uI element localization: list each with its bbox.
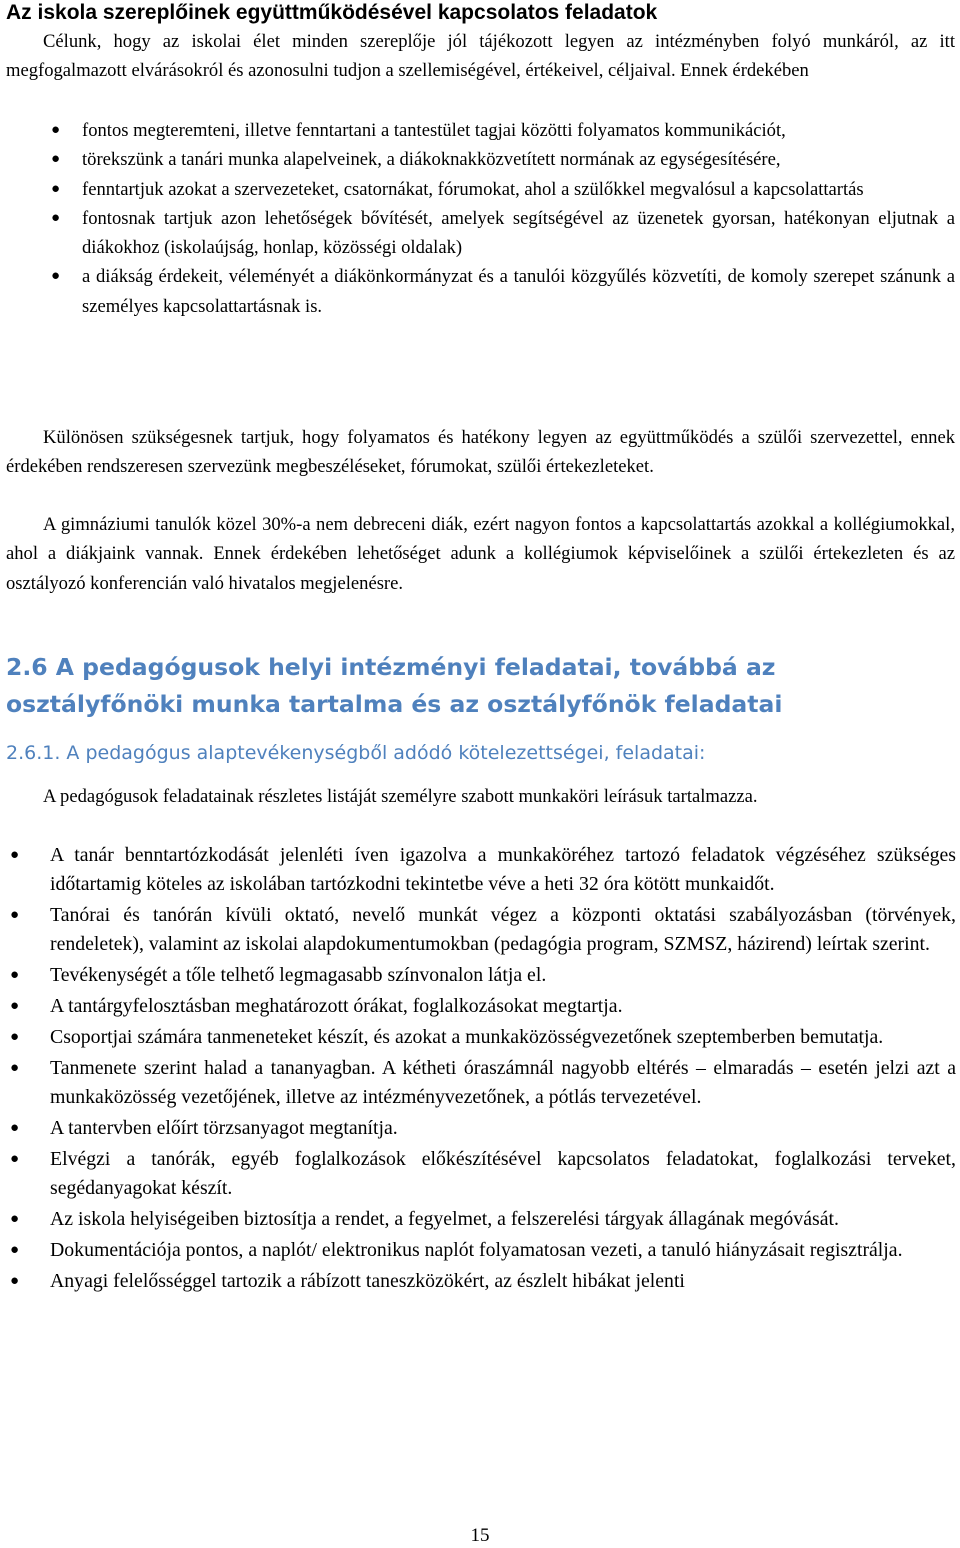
list-item [0, 1023, 956, 1052]
section-heading: 2.6 A pedagógusok helyi intézményi feladatai, továbbá az osztályfőnöki munka tartalma és az osztályfőnök feladatai [6, 653, 783, 718]
list-item-text: Az iskola helyiségeiben biztosítja a rendet, a fegyelmet, a felszerelési tárgyak állagának megóvását. [50, 1208, 839, 1231]
list-item-text: törekszünk a tanári munka alapelveinek, a diákoknakközvetített normának az egységesítésére, [82, 149, 781, 171]
bullet-icon: ● [10, 998, 20, 1015]
page-number: 15 [470, 1525, 490, 1546]
bullet-icon: ● [10, 1120, 20, 1137]
subsection-heading: 2.6.1. A pedagógus alaptevékenységből adódó kötelezettségei, feladatai: [6, 742, 706, 764]
list-item-text: Elvégzi a tanórák, egyéb foglalkozások előkészítésével kapcsolatos feladatokat, foglalkozási terveket, segédanyagokat készít. [50, 1148, 956, 1200]
bullet-icon: ● [10, 847, 20, 863]
list-item [0, 992, 956, 1021]
bullet-icon: ● [10, 1060, 20, 1077]
bullet-icon: ● [10, 1242, 20, 1259]
list-item [0, 961, 956, 990]
bullet-icon: ● [51, 268, 61, 285]
bullet-icon: ● [51, 151, 61, 168]
list-item-text: Anyagi felelősséggel tartozik a rábízott taneszközökért, az észlelt hibákat jelenti [50, 1270, 685, 1293]
cooperation-bullet-list [0, 116, 955, 321]
list-item [0, 1205, 956, 1234]
list-item-text: fontosnak tartjuk azon lehetőségek bővítését, amelyek segítségével az üzenetek gyorsan, hatékonyan eljutnak a diákokhoz (iskolaújság, honlap, közösségi oldalak) [82, 207, 955, 259]
list-item-text: Tevékenységét a tőle telhető legmagasabb színvonalon látja el. [50, 964, 547, 987]
list-item [0, 116, 955, 145]
list-item [0, 1114, 956, 1143]
list-item [0, 901, 956, 960]
list-item-text: Dokumentációja pontos, a naplót/ elektronikus naplót folyamatosan vezeti, a tanuló hiányzásait regisztrálja. [50, 1239, 903, 1262]
list-item-text: Tanmenete szerint halad a tananyagban. A kétheti óraszámnál nagyobb eltérés – elmaradás – esetén jelzi azt a munkaközösség vezetőjének, illetve az intézményvezetőnek, a pótlás tervezetével. [50, 1057, 956, 1109]
dormitory-paragraph: A gimnáziumi tanulók közel 30%-a nem debreceni diák, ezért nagyon fontos a kapcsolattartás azokkal a kollégiumokkal, ahol a diákjaink vannak. Ennek érdekében lehetőséget adunk a kollégiumok képviselőinek a szülői értekezleten és az osztályozó konferencián való hivatalos megjelenésre. [6, 514, 955, 594]
bullet-icon: ● [10, 1151, 20, 1168]
list-item-text: Tanórai és tanórán kívüli oktató, nevelő munkát végez a központi oktatási szabályozásban (törvények, rendeletek), valamint az iskolai alapdokumentumokban (pedagógia program, SZMSZ, házirend) leírtak szerint. [50, 904, 956, 956]
list-item [0, 262, 955, 321]
list-item [0, 204, 955, 263]
bullet-icon: ● [51, 122, 61, 138]
list-item [0, 175, 955, 204]
list-item-text: A tantervben előírt törzsanyagot megtanítja. [50, 1117, 398, 1140]
duties-intro-paragraph: A pedagógusok feladatainak részletes listáját személyre szabott munkaköri leírásuk tartalmazza. [43, 786, 758, 807]
list-item-text: A tanár benntartózkodását jelenléti íven igazolva a munkaköréhez tartozó feladatok végzéséhez szükséges időtartamig köteles az iskolában tartózkodni tekintetbe véve a heti 32 óra kötött munkaidőt. [50, 844, 956, 896]
list-item [0, 841, 956, 900]
bullet-icon: ● [10, 1273, 20, 1290]
list-item [0, 1267, 956, 1296]
list-item [0, 1054, 956, 1113]
bullet-icon: ● [10, 967, 20, 984]
list-item-text: Csoportjai számára tanmeneteket készít, és azokat a munkaközösségvezetőnek szeptemberben bemutatja. [50, 1026, 884, 1049]
bullet-icon: ● [10, 1029, 20, 1046]
list-item-text: a diákság érdekeit, véleményét a diákönkormányzat és a tanulói közgyűlés közvetíti, de komoly szerepet szánunk a személyes kapcsolattartásnak is. [82, 266, 955, 317]
list-item-text: fontos megteremteni, illetve fenntartani a tantestület tagjai közötti folyamatos kommunikációt, [82, 120, 786, 141]
list-item [0, 1145, 956, 1204]
list-item [0, 1236, 956, 1265]
list-item-text: A tantárgyfelosztásban meghatározott órákat, foglalkozásokat megtartja. [50, 995, 623, 1018]
bullet-icon: ● [51, 180, 61, 197]
teacher-duties-list [0, 841, 956, 1298]
list-item [0, 145, 955, 174]
section-title: Az iskola szereplőinek együttműködésével kapcsolatos feladatok [6, 1, 658, 24]
parent-cooperation-paragraph: Különösen szükségesnek tartjuk, hogy folyamatos és hatékony legyen az együttműködés a szülői szervezettel, ennek érdekében rendszeresen szervezünk megbeszéléseket, fórumokat, szülői értekezleteket. [6, 427, 955, 478]
list-item-text: fenntartjuk azokat a szervezeteket, csatornákat, fórumokat, ahol a szülőkkel megvalósul a kapcsolattartás [82, 178, 864, 200]
bullet-icon: ● [10, 1211, 20, 1228]
bullet-icon: ● [10, 907, 20, 924]
intro-paragraph: Célunk, hogy az iskolai élet minden szereplője jól tájékozott legyen az intézményben folyó munkáról, az itt megfogalmazott elvárásokról és azonosulni tudjon a szellemiségével, értékeivel, céljaival. Ennek érdekében [6, 31, 955, 82]
bullet-icon: ● [51, 209, 61, 226]
